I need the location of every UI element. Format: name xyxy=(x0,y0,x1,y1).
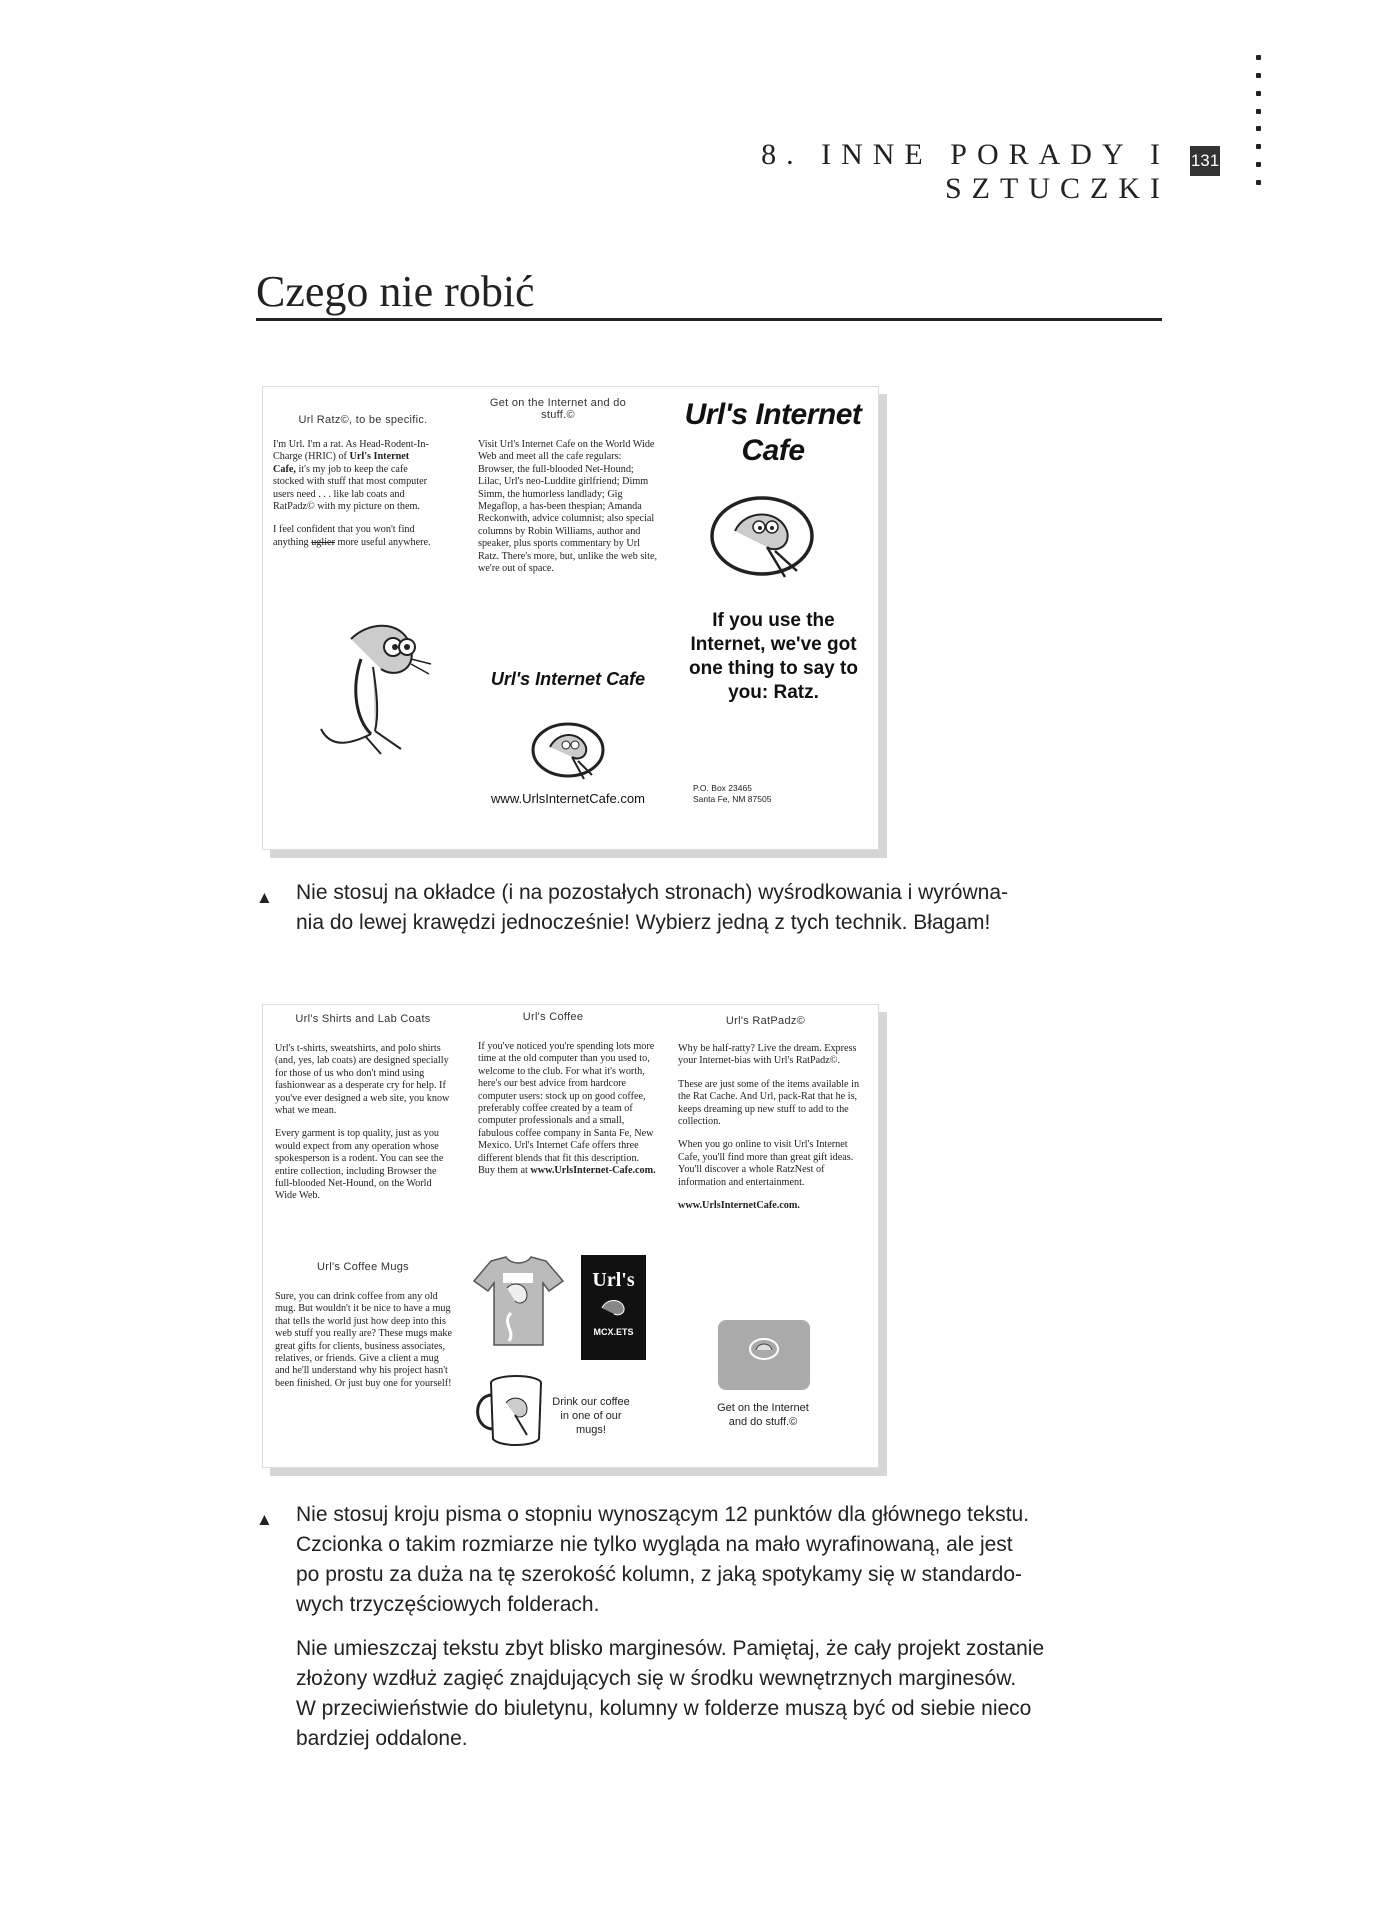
brochure2-col1-heading: Url's Shirts and Lab Coats xyxy=(295,1013,431,1025)
paragraph: When you go online to visit Url's Internet Cafe, you'll find more than great gift ideas. You'll discover a whole RatzNest of information and entertainment. xyxy=(678,1139,854,1188)
brochure2-col2-text xyxy=(478,1041,658,1177)
text-line: Nie stosuj kroju pisma o stopniu wynoszącym 12 punktów dla głównego tekstu. xyxy=(296,1503,1030,1526)
brochure2-col3-text xyxy=(678,1043,863,1223)
poster-subtitle: MCX.ETS xyxy=(593,1327,634,1337)
text-run: it's my job to keep the cafe stocked with stuff that most computer users need . . . like lab coats and RatPadz© with my picture on them. xyxy=(273,463,428,513)
brochure-example-2 xyxy=(262,1004,879,1468)
brochure2-col1-text2: Sure, you can drink coffee from any old mug. But wouldn't it be nice to have a mug that tells the world just how deep into this web stuff you really are? These mugs make great gifts for clients, business associates, relatives, or friends. Give a client a mug and he'll understand why his project hasn't been finished. Or just buy one for yourself! xyxy=(275,1291,452,1389)
paragraph: Every garment is top quality, just as you would expect from any operation whose spokesperson is a rodent. You can see the entire collection, including Browser the full-blooded Net-Hound, on the World Wide Web. xyxy=(275,1128,444,1202)
poster-illustration xyxy=(581,1255,646,1360)
text-line: nia do lewej krawędzi jednocześnie! Wybierz jedną z tych technik. Błagam! xyxy=(296,911,991,934)
rat-logo-icon xyxy=(748,1336,780,1362)
mug-caption: Drink our coffee in one of our mugs! xyxy=(552,1396,630,1436)
rat-standing-illustration xyxy=(311,609,441,759)
rat-logo-icon xyxy=(594,1292,634,1322)
poster-title: Url's xyxy=(592,1269,635,1291)
bold-run: www.UrlsInternet-Cafe.com. xyxy=(530,1165,656,1177)
paragraph-margins xyxy=(296,1634,1176,1754)
section-title: Czego nie robić xyxy=(256,267,535,316)
ratpad-caption: Get on the Internet and do stuff.© xyxy=(717,1402,809,1428)
strikethrough-run: uglier xyxy=(311,536,335,548)
brochure1-url: www.UrlsInternetCafe.com xyxy=(491,791,645,806)
brochure2-col3-heading: Url's RatPadz© xyxy=(725,1015,806,1027)
brochure1-brand-line1: Url's Internet xyxy=(684,398,862,431)
text-line: złożony wzdłuż zagięć znajdujących się w środku wewnętrznych marginesów. xyxy=(296,1667,1017,1690)
title-rule xyxy=(256,318,1162,321)
ratpad-illustration xyxy=(718,1320,810,1390)
bullet1-text xyxy=(296,878,1176,938)
brochure1-col1-heading: Url Ratz©, to be specific. xyxy=(298,414,428,426)
text-run: If you've noticed you're spending lots more time at the old computer than you used to, welcome to the club. For what it's worth, here's our best advice from hardcore computer users: stock up on good coffee, preferably coffee created by a team of computer professionals and a small, fabulous coffee company in Santa Fe, New Mexico. Url's Internet Cafe offers three different blends that fit this description. Buy them at xyxy=(478,1041,655,1177)
text-run: I'm Url. I'm a rat. As Head-Rodent-In-Charge (HRIC) of xyxy=(273,439,429,463)
chapter-header: 8. INNE PORADY I SZTUCZKI xyxy=(761,138,1170,205)
brochure1-slogan: If you use the Internet, we've got one thing to say to you: Ratz. xyxy=(689,610,858,703)
rat-logo-oval-icon xyxy=(707,491,817,581)
bold-url: www.UrlsInternetCafe.com. xyxy=(678,1200,800,1212)
brochure1-col2-brand: Url's Internet Cafe xyxy=(490,669,646,689)
text-run: more useful anywhere. xyxy=(334,536,431,548)
brochure1-address-line2: Santa Fe, NM 87505 xyxy=(693,794,772,804)
mug-illustration xyxy=(471,1373,546,1448)
paragraph: These are just some of the items available in the Rat Cache. And Url, pack-Rat that he is, keeps dreaming up new stuff to add to the collection. xyxy=(678,1078,860,1128)
brochure2-col2-heading: Url's Coffee xyxy=(522,1011,584,1023)
text-line: wych trzyczęściowych folderach. xyxy=(296,1593,600,1616)
paragraph: Url's t-shirts, sweatshirts, and polo shirts (and, yes, lab coats) are designed specially for those of us who don't mind using fashionwear as a desperate cry for help. If you've ever designed a web site, you know what we mean. xyxy=(275,1043,450,1117)
text-line: W przeciwieństwie do biuletynu, kolumny w folderze muszą być od siebie nieco xyxy=(296,1697,1032,1720)
text-line: Nie umieszczaj tekstu zbyt blisko marginesów. Pamiętaj, że cały projekt zostanie xyxy=(296,1637,1045,1660)
rat-logo-oval-icon xyxy=(528,717,608,783)
text-line: Nie stosuj na okładce (i na pozostałych stronach) wyśrodkowania i wyrówna- xyxy=(296,881,1008,904)
brochure1-address-line1: P.O. Box 23465 xyxy=(693,783,752,793)
brochure1-col2-heading: Get on the Internet and do stuff.© xyxy=(489,397,627,421)
brochure2-col1-text xyxy=(275,1043,455,1214)
decorative-dots xyxy=(1256,55,1262,185)
text-run: I feel confident that you won't find anything xyxy=(273,524,415,548)
brochure-example-1 xyxy=(262,386,879,850)
brochure1-col2-text: Visit Url's Internet Cafe on the World Wide Web and meet all the cafe regulars: Browser, the full-blooded Net-Hound; Lilac, Url's neo-Luddite girlfriend; Dimm Simm, the humorless landlady; Gig Megaflop, a has-been thespian; Amanda Reckonwith, advice columnist; also special columns by Robin Williams, author and speaker, plus sports commentary by Url Ratz. There's more, but, unlike the web site, we're out of space. xyxy=(478,439,658,575)
tshirt-illustration xyxy=(471,1253,566,1348)
text-line: po prostu za duża na tę szerokość kolumn, z jaką spotykamy się w standardo- xyxy=(296,1563,1023,1586)
brochure1-col1-text xyxy=(273,439,433,560)
bullet2-text xyxy=(296,1500,1176,1620)
triangle-bullet-icon: ▲ xyxy=(256,1510,273,1529)
paragraph: Why be half-ratty? Live the dream. Express your Internet-bias with Url's RatPadz©. xyxy=(678,1043,857,1067)
text-line: bardziej oddalone. xyxy=(296,1727,468,1750)
page-number: 131 xyxy=(1190,146,1220,176)
brochure1-brand-line2: Cafe xyxy=(741,434,805,467)
brochure2-col1-heading2: Url's Coffee Mugs xyxy=(317,1261,409,1273)
bold-run: Url's Internet Cafe, xyxy=(273,451,410,475)
text-line: Czcionka o takim rozmiarze nie tylko wygląda na mało wyrafinowaną, ale jest xyxy=(296,1533,1013,1556)
triangle-bullet-icon: ▲ xyxy=(256,888,273,907)
